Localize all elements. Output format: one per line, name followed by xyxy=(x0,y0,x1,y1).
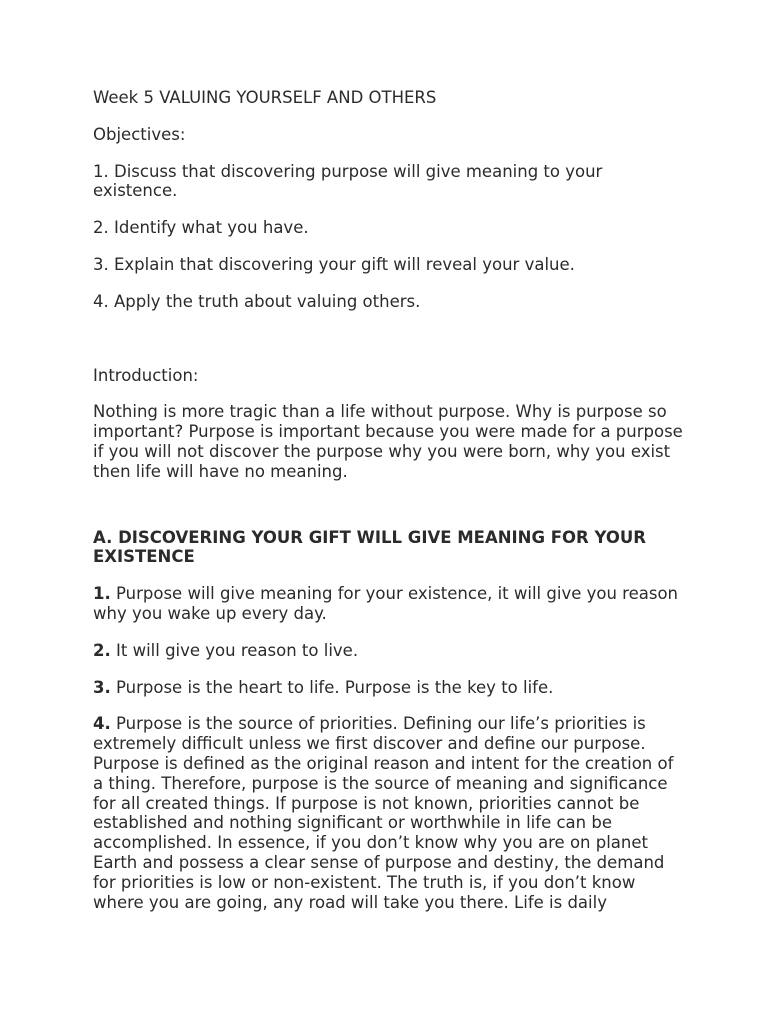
point-number: 4. xyxy=(93,714,111,734)
section-a-point-3 xyxy=(93,678,683,698)
introduction-label: Introduction: xyxy=(93,365,199,385)
section-a-heading: A. DISCOVERING YOUR GIFT WILL GIVE MEANING FOR YOUR EXISTENCE xyxy=(93,527,646,567)
introduction-text: Nothing is more tragic than a life without purpose. Why is purpose so important? Purpose is important because you were made for a purpose if you will not discover the purpose why you were born, why you exist then life will have no meaning. xyxy=(93,402,683,481)
objective-item-4: 4. Apply the truth about valuing others. xyxy=(93,291,421,311)
section-a-point-1 xyxy=(93,584,683,624)
section-a-point-4 xyxy=(93,714,683,912)
point-text: Purpose is the source of priorities. Defining our life’s priorities is extremely difficult unless we first discover and define our purpose. Purpose is defined as the original reason and intent for the creation of a thing. Therefore, purpose is the source of meaning and significance for all created things. If purpose is not known, priorities cannot be established and nothing significant or worthwhile in life can be accomplished. In essence, if you don’t know why you are on planet Earth and possess a clear sense of purpose and destiny, the demand for priorities is low or non-existent. The truth is, if you don’t know where you are going, any road will take you there. Life is daily xyxy=(93,714,674,912)
objectives-label: Objectives: xyxy=(93,124,186,144)
objective-item-3: 3. Explain that discovering your gift will reveal your value. xyxy=(93,254,575,274)
document-title: Week 5 VALUING YOURSELF AND OTHERS xyxy=(93,88,437,107)
objective-item-2: 2. Identify what you have. xyxy=(93,218,309,238)
section-a-point-2 xyxy=(93,641,683,661)
objective-item-1: 1. Discuss that discovering purpose will give meaning to your existence. xyxy=(93,161,603,201)
point-number: 1. xyxy=(93,584,111,604)
point-text: Purpose will give meaning for your existence, it will give you reason why you wake up every day. xyxy=(93,584,679,623)
point-number: 3. xyxy=(93,677,111,697)
document-content xyxy=(93,88,683,912)
point-text: Purpose is the heart to life. Purpose is the key to life. xyxy=(110,677,554,697)
point-text: It will give you reason to live. xyxy=(110,640,359,660)
point-number: 2. xyxy=(93,640,111,660)
